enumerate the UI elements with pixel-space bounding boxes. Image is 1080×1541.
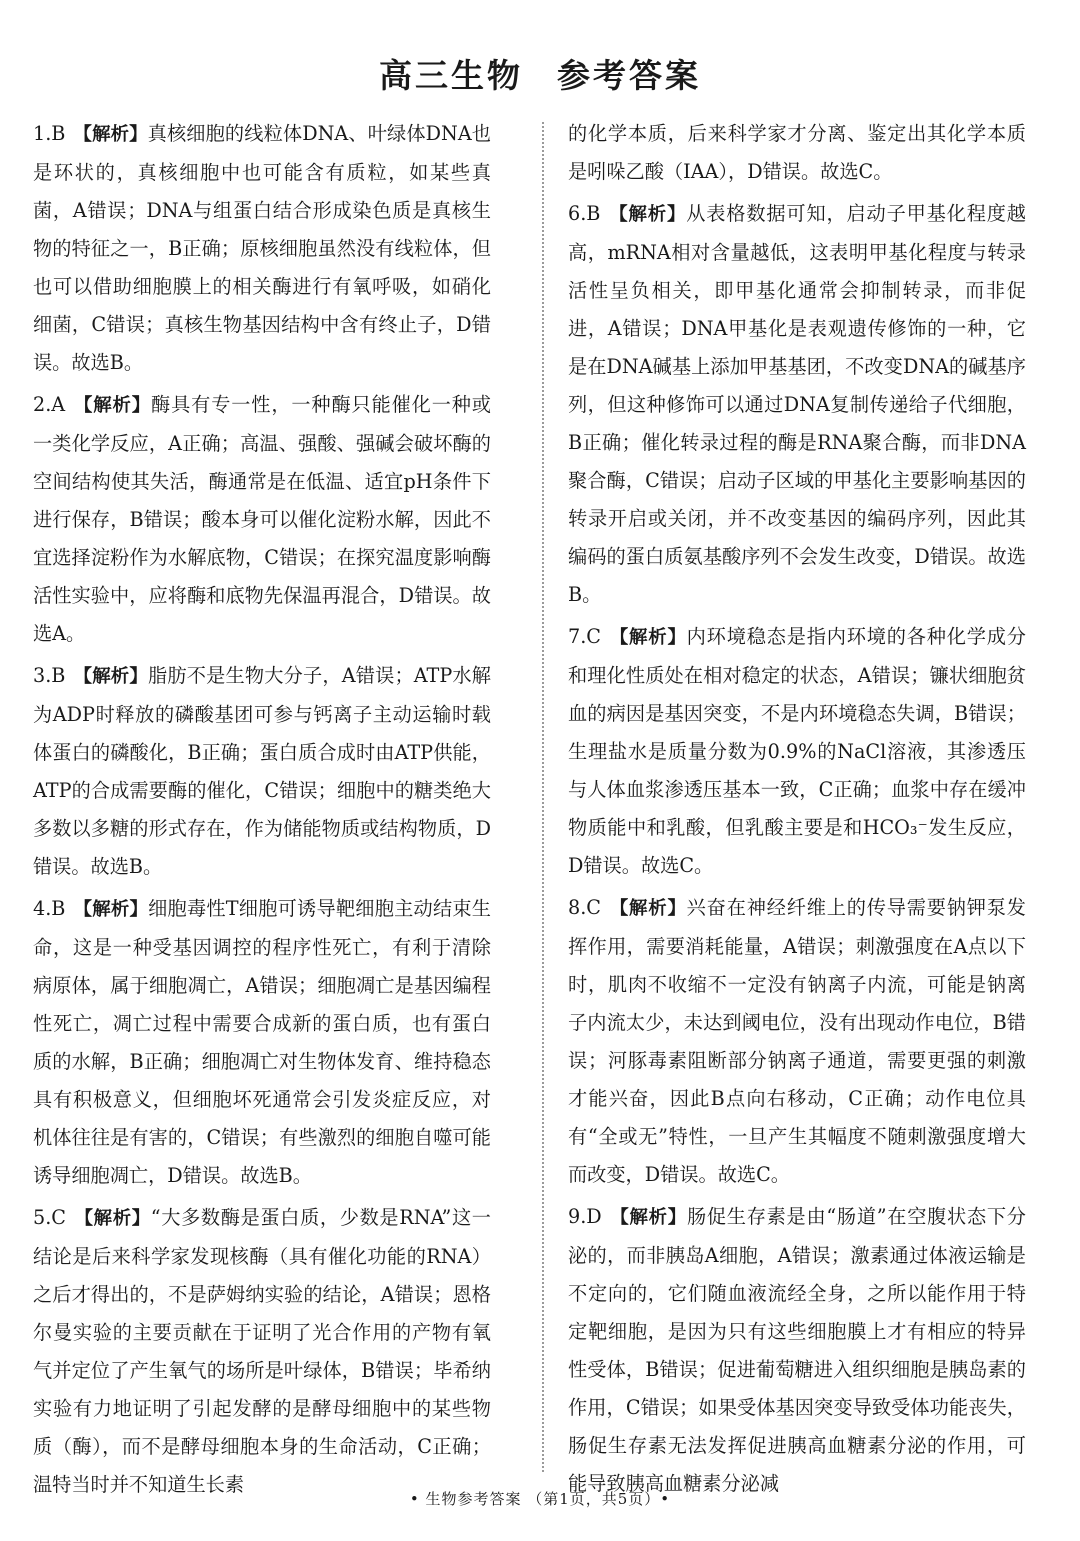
answer-text: 兴奋在神经纤维上的传导需要钠钾泵发挥作用，需要消耗能量，A错误；刺激强度在A点以下时，肌肉不收缩不一定没有钠离子内流，可能是钠离子内流太少，未达到阈电位，没有出现动作电位，B错误；河豚毒素阻断部分钠离子通道，需要更强的刺激才能兴奋，因此B点向右移动，C正确；动作电位具有“全或无”特性，一旦产生其幅度不随刺激强度增大而改变，D错误。故选C。 bbox=[568, 896, 1026, 1186]
answer-item-9 bbox=[568, 1198, 1026, 1503]
page-footer: • 生物参考答案 （第1页，共5页）• bbox=[409, 1490, 671, 1508]
answer-text: “大多数酶是蛋白质，少数是RNA”这一结论是后来科学家发现核酶（具有催化功能的RNA）之后才得出的，不是萨姆纳实验的结论，A错误；恩格尔曼实验的主要贡献在于证明了光合作用的产物有氧气并定位了产生氧气的场所是叶绿体，B错误；毕希纳实验有力地证明了引起发酵的是酵母细胞中的某些物质（酶），而不是酵母细胞本身的生命活动，C正确；温特当时并不知道生长素 bbox=[33, 1206, 491, 1496]
answer-continuation: 的化学本质，后来科学家才分离、鉴定出其化学本质是吲哚乙酸（IAA），D错误。故选C。 bbox=[568, 122, 1026, 183]
right-column bbox=[568, 115, 1026, 1507]
answer-text: 酶具有专一性，一种酶只能催化一种或一类化学反应，A正确；高温、强酸、强碱会破坏酶的空间结构使其失活，酶通常是在低温、适宜pH条件下进行保存，B错误；酸本身可以催化淀粉水解，因此不宜选择淀粉作为水解底物，C错误；在探究温度影响酶活性实验中，应将酶和底物先保温再混合，D错误。故选A。 bbox=[33, 393, 491, 645]
answer-number: 1.B bbox=[33, 122, 66, 145]
answer-item-4 bbox=[33, 890, 491, 1195]
analysis-tag: 【解析】 bbox=[74, 1208, 151, 1229]
page-title bbox=[0, 50, 1080, 97]
answer-number: 3.B bbox=[33, 664, 66, 687]
answer-text: 脂肪不是生物大分子，A错误；ATP水解为ADP时释放的磷酸基团可参与钙离子主动运输时载体蛋白的磷酸化，B正确；蛋白质合成时由ATP供能，ATP的合成需要酶的催化，C错误；细胞中的糖类绝大多数以多糖的形式存在，作为储能物质或结构物质，D错误。故选B。 bbox=[33, 664, 491, 878]
answer-number: 9.D bbox=[568, 1205, 602, 1228]
title-subject: 高三生物 bbox=[379, 56, 523, 95]
column-divider bbox=[542, 122, 544, 1472]
answer-item-7 bbox=[568, 618, 1026, 885]
answer-number: 4.B bbox=[33, 897, 66, 920]
answer-item-1 bbox=[33, 115, 491, 382]
answer-text: 内环境稳态是指内环境的各种化学成分和理化性质处在相对稳定的状态，A错误；镰状细胞贫血的病因是基因突变，不是内环境稳态失调，B错误；生理盐水是质量分数为0.9%的NaCl溶液，其渗透压与人体血浆渗透压基本一致，C正确；血浆中存在缓冲物质能中和乳酸，但乳酸主要是和HCO₃⁻发生反应，D错误。故选C。 bbox=[568, 625, 1026, 877]
analysis-tag: 【解析】 bbox=[73, 899, 149, 920]
left-column bbox=[33, 115, 491, 1508]
answer-number: 8.C bbox=[568, 896, 601, 919]
analysis-tag: 【解析】 bbox=[73, 666, 148, 687]
answer-item-5 bbox=[33, 1199, 491, 1504]
answer-text: 肠促生存素是由“肠道”在空腹状态下分泌的，而非胰岛A细胞，A错误；激素通过体液运输是不定向的，它们随血液流经全身，之所以能作用于特定靶细胞，是因为只有这些细胞膜上才有相应的特异性受体，B错误；促进葡萄糖进入组织细胞是胰岛素的作用，C错误；如果受体基因突变导致受体功能丧失，肠促生存素无法发挥促进胰高血糖素分泌的作用，可能导致胰高血糖素分泌减 bbox=[568, 1205, 1026, 1495]
analysis-tag: 【解析】 bbox=[609, 1207, 687, 1228]
analysis-tag: 【解析】 bbox=[73, 124, 148, 145]
analysis-tag: 【解析】 bbox=[73, 395, 152, 416]
answer-number: 6.B bbox=[568, 202, 601, 225]
answer-item-6 bbox=[568, 195, 1026, 614]
answer-number: 5.C bbox=[33, 1206, 66, 1229]
answer-text: 从表格数据可知，启动子甲基化程度越高，mRNA相对含量越低，这表明甲基化程度与转录活性呈负相关，即甲基化通常会抑制转录，而非促进，A错误；DNA甲基化是表观遗传修饰的一种，它是在DNA碱基上添加甲基基团，不改变DNA的碱基序列，但这种修饰可以通过DNA复制传递给子代细胞，B正确；催化转录过程的酶是RNA聚合酶，而非DNA聚合酶，C错误；启动子区域的甲基化主要影响基因的转录开启或关闭，并不改变基因的编码序列，因此其编码的蛋白质氨基酸序列不会发生改变，D错误。故选B。 bbox=[568, 202, 1026, 606]
answer-item-3 bbox=[33, 657, 491, 886]
analysis-tag: 【解析】 bbox=[608, 204, 687, 225]
analysis-tag: 【解析】 bbox=[609, 627, 687, 648]
title-label: 参考答案 bbox=[557, 56, 701, 95]
answer-text: 细胞毒性T细胞可诱导靶细胞主动结束生命，这是一种受基因调控的程序性死亡，有利于清除病原体，属于细胞凋亡，A错误；细胞凋亡是基因编程性死亡，凋亡过程中需要合成新的蛋白质，也有蛋白质的水解，B正确；细胞凋亡对生物体发育、维持稳态具有积极意义，但细胞坏死通常会引发炎症反应，对机体往往是有害的，C错误；有些激烈的细胞自噬可能诱导细胞凋亡，D错误。故选B。 bbox=[33, 897, 491, 1187]
answer-item-8 bbox=[568, 889, 1026, 1194]
answer-text: 真核细胞的线粒体DNA、叶绿体DNA也是环状的，真核细胞中也可能含有质粒，如某些真菌，A错误；DNA与组蛋白结合形成染色质是真核生物的特征之一，B正确；原核细胞虽然没有线粒体，但也可以借助细胞膜上的相关酶进行有氧呼吸，如硝化细菌，C错误；真核生物基因结构中含有终止子，D错误。故选B。 bbox=[33, 122, 491, 374]
analysis-tag: 【解析】 bbox=[609, 898, 687, 919]
answer-number: 2.A bbox=[33, 393, 66, 416]
answer-item-2 bbox=[33, 386, 491, 653]
answer-number: 7.C bbox=[568, 625, 601, 648]
